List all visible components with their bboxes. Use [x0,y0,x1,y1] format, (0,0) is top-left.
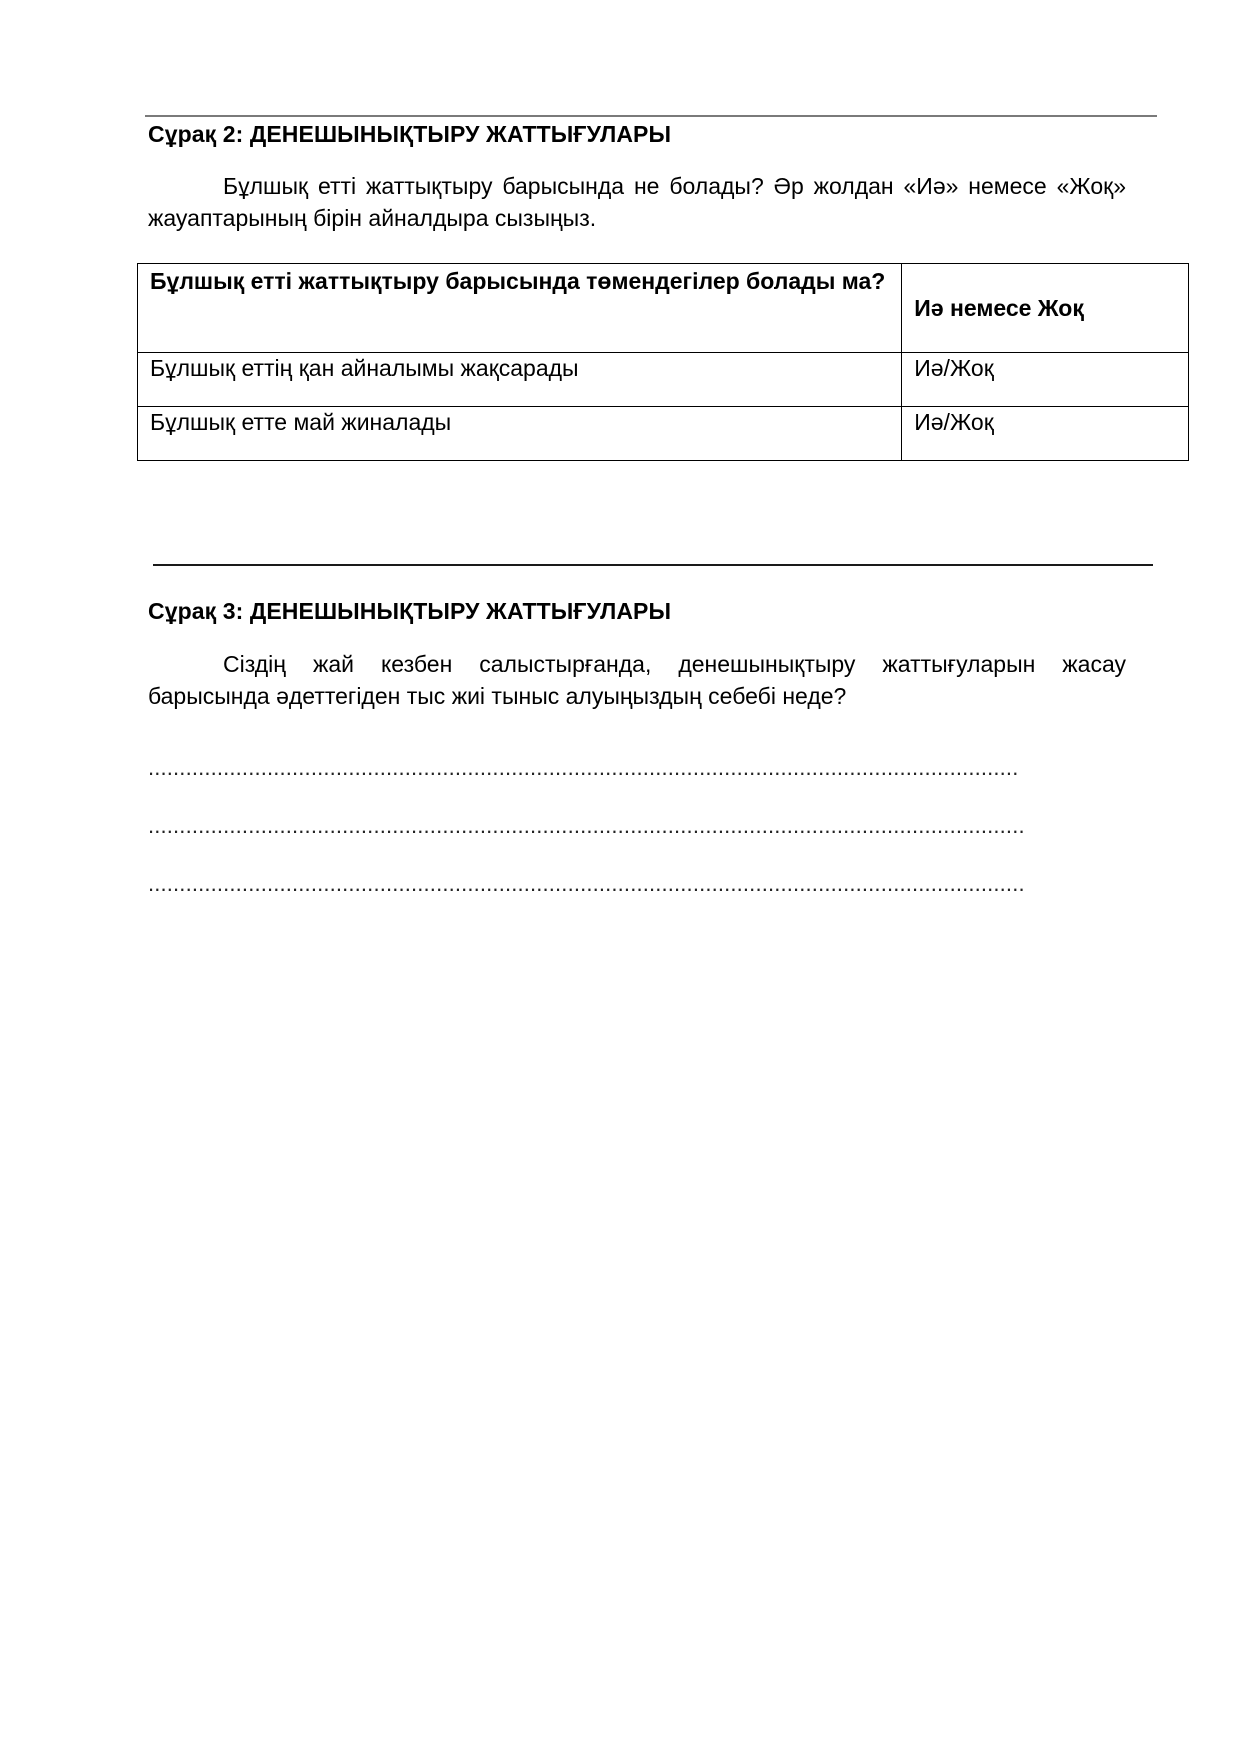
table-header-statement: Бұлшық етті жаттықтыру барысында төмендегілер болады ма? [138,264,902,353]
question-3-text: Сіздің жай кезбен салыстырғанда, денешынықтыру жаттығуларын жасау барысында әдеттегіден тыс жиі тыныс алуыңыздың себебі неде? [148,651,1126,709]
table-row [138,407,1189,461]
table-row-answer-choice[interactable]: Иә/Жоқ [902,407,1189,461]
table-row-statement: Бұлшық етте май жиналады [138,407,902,461]
top-divider [145,115,1157,117]
table-row-statement: Бұлшық еттің қан айналымы жақсарады [138,353,902,407]
answer-line[interactable]: ........................................................................................................................................... [148,755,1019,780]
answer-line[interactable]: ............................................................................................................................................ [148,813,1025,838]
section-divider [153,564,1153,566]
table-header-answer: Иә немесе Жоқ [902,264,1189,353]
answer-line[interactable]: ............................................................................................................................................ [148,871,1025,896]
question-2-heading: Сұрақ 2: ДЕНЕШЫНЫҚТЫРУ ЖАТТЫҒУЛАРЫ [148,121,672,147]
question-2-table [137,263,1189,461]
table-row-answer-choice[interactable]: Иә/Жоқ [902,353,1189,407]
table-row [138,353,1189,407]
table-header-row [138,264,1189,353]
question-2-instruction: Бұлшық етті жаттықтыру барысында не болады? Әр жолдан «Иә» немесе «Жоқ» жауаптарының бірін айналдыра сызыңыз. [148,173,1126,231]
question-3-heading: Сұрақ 3: ДЕНЕШЫНЫҚТЫРУ ЖАТТЫҒУЛАРЫ [148,598,672,624]
